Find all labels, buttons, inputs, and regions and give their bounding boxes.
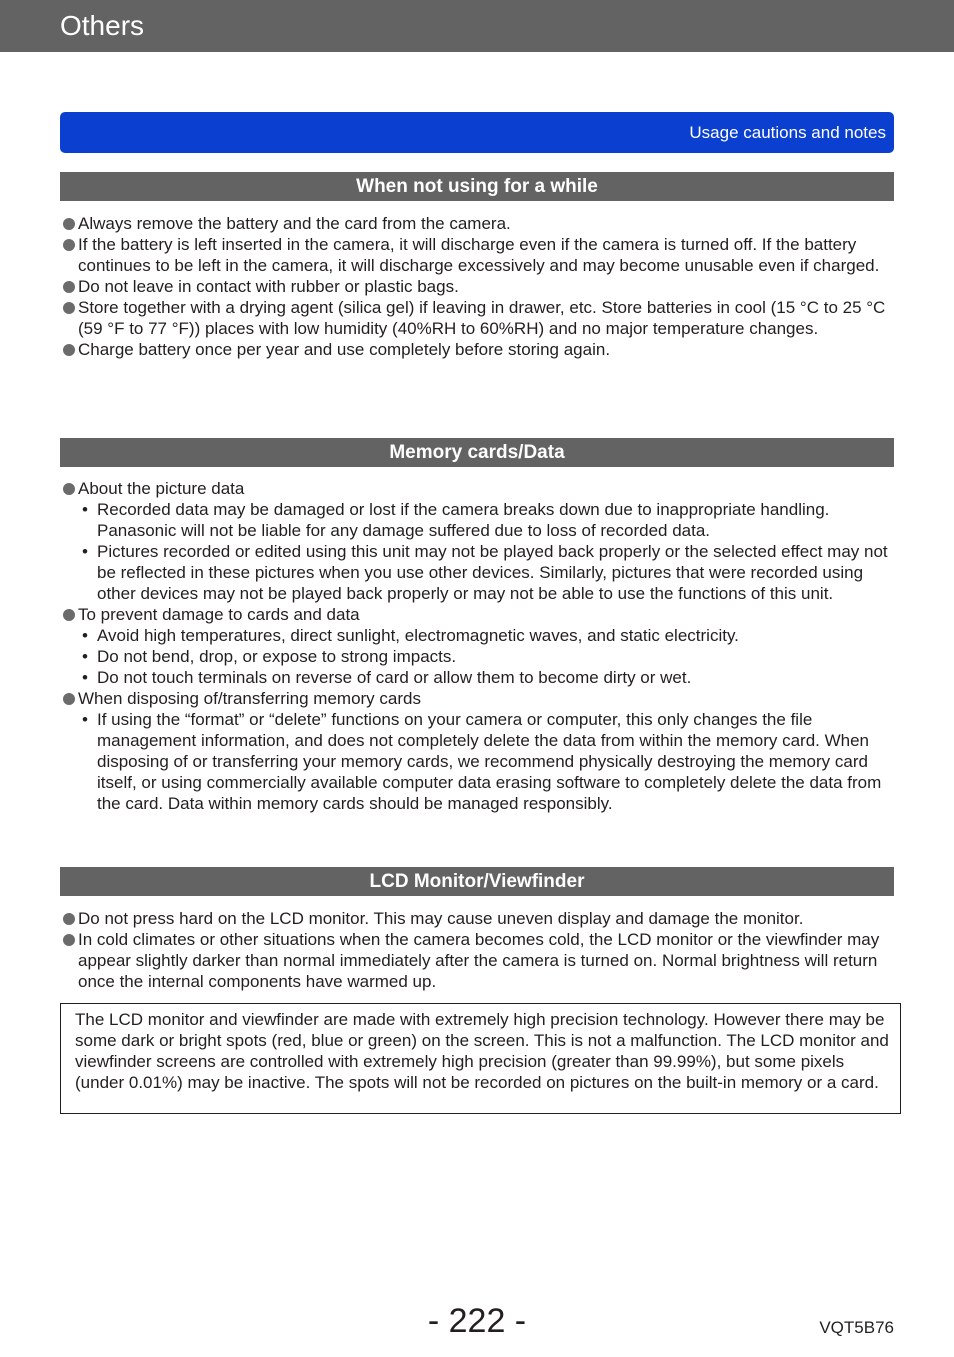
page-number: - 222 - bbox=[427, 1302, 527, 1340]
section-header-memory-cards: Memory cards/Data bbox=[60, 438, 894, 467]
document-code: VQT5B76 bbox=[819, 1318, 894, 1337]
bullet-dot-icon bbox=[63, 934, 75, 946]
bullet-dot-icon bbox=[63, 239, 75, 251]
top-header-bar bbox=[0, 0, 954, 52]
list-item-text: Charge battery once per year and use completely before storing again. bbox=[78, 340, 611, 359]
sub-list-item-text: Do not bend, drop, or expose to strong impacts. bbox=[97, 647, 457, 666]
list-item bbox=[62, 297, 892, 339]
bullet-dot-icon bbox=[63, 913, 75, 925]
list-item-text: In cold climates or other situations when the camera becomes cold, the LCD monitor or the viewfinder may appear slightly darker than normal immediately after the camera is turned on. Normal brightness will return once the internal components have warmed up. bbox=[78, 930, 880, 991]
bullet-dot-icon bbox=[63, 218, 75, 230]
bullet-dot-icon bbox=[63, 693, 75, 705]
chapter-title: Others bbox=[60, 10, 145, 41]
sub-list-item-text: Avoid high temperatures, direct sunlight, electromagnetic waves, and static electricity. bbox=[97, 626, 739, 645]
bullet-dot-icon bbox=[63, 609, 75, 621]
section-header-not-using: When not using for a while bbox=[60, 172, 894, 201]
bullet-dot-icon bbox=[63, 302, 75, 314]
section-header-lcd-monitor: LCD Monitor/Viewfinder bbox=[60, 867, 894, 896]
sub-bullet-icon: • bbox=[82, 668, 88, 687]
section-body-not-using bbox=[62, 213, 892, 360]
sub-list-item bbox=[62, 499, 892, 541]
group-heading: To prevent damage to cards and data bbox=[78, 605, 360, 624]
list-item bbox=[62, 234, 892, 276]
list-item bbox=[62, 908, 892, 929]
list-item bbox=[62, 929, 892, 992]
list-item bbox=[62, 276, 892, 297]
precision-note-box bbox=[60, 1003, 901, 1114]
list-item-text: Always remove the battery and the card from the camera. bbox=[78, 214, 511, 233]
list-item-text: If the battery is left inserted in the camera, it will discharge even if the camera is turned off. If the battery continues to be left in the camera, it will discharge excessively and may become unusable even if charged. bbox=[78, 235, 880, 275]
sub-list-item-text: Pictures recorded or edited using this unit may not be played back properly or the selected effect may not be reflected in these pictures when you use other devices. Similarly, pictures that were recorded using other devices may not be played back properly or may not be able to use the functions of this unit. bbox=[97, 542, 888, 603]
sub-list-item-text: Recorded data may be damaged or lost if the camera breaks down due to inappropriate handling. Panasonic will not be liable for any damage suffered due to loss of recorded data. bbox=[97, 500, 830, 540]
sub-bullet-icon: • bbox=[82, 500, 88, 519]
sub-list-item bbox=[62, 541, 892, 604]
group-heading: About the picture data bbox=[78, 479, 245, 498]
bullet-dot-icon bbox=[63, 483, 75, 495]
sub-list-item bbox=[62, 625, 892, 646]
list-item bbox=[62, 688, 892, 709]
sub-list-item-text: Do not touch terminals on reverse of card or allow them to become dirty or wet. bbox=[97, 668, 692, 687]
list-item-text: Store together with a drying agent (silica gel) if leaving in drawer, etc. Store batteries in cool (15 °C to 25 °C (59 °F to 77 °F)) places with low humidity (40%RH to 60%RH) and no major temperature changes. bbox=[78, 298, 886, 338]
list-item bbox=[62, 213, 892, 234]
list-item bbox=[62, 339, 892, 360]
precision-note-text: The LCD monitor and viewfinder are made with extremely high precision technology. However there may be some dark or bright spots (red, blue or green) on the screen. This is not a malfunction. The LCD monitor and viewfinder screens are controlled with extremely high precision (greater than 99.99%), but some pixels (under 0.01%) may be inactive. The spots will not be recorded on pictures on the built-in memory or a card. bbox=[75, 1010, 889, 1092]
topic-banner bbox=[60, 112, 894, 153]
sub-list-item bbox=[62, 646, 892, 667]
list-item bbox=[62, 478, 892, 499]
sub-list-item bbox=[62, 709, 892, 814]
list-item-text: Do not press hard on the LCD monitor. This may cause uneven display and damage the monitor. bbox=[78, 909, 804, 928]
group-heading: When disposing of/transferring memory cards bbox=[78, 689, 421, 708]
sub-bullet-icon: • bbox=[82, 710, 88, 729]
sub-list-item bbox=[62, 667, 892, 688]
section-body-memory-cards bbox=[62, 478, 892, 814]
section-body-lcd-monitor bbox=[62, 908, 892, 992]
bullet-dot-icon bbox=[63, 344, 75, 356]
sub-bullet-icon: • bbox=[82, 542, 88, 561]
sub-bullet-icon: • bbox=[82, 626, 88, 645]
topic-banner-text[interactable]: Usage cautions and notes bbox=[689, 123, 886, 142]
bullet-dot-icon bbox=[63, 281, 75, 293]
list-item-text: Do not leave in contact with rubber or plastic bags. bbox=[78, 277, 459, 296]
sub-bullet-icon: • bbox=[82, 647, 88, 666]
list-item bbox=[62, 604, 892, 625]
sub-list-item-text: If using the “format” or “delete” functions on your camera or computer, this only changes the file management information, and does not completely delete the data from within the memory card. When disposing of or transferring your memory cards, we recommend physically destroying the memory card itself, or using commercially available computer data erasing software to completely delete the data from the card. Data within memory cards should be managed responsibly. bbox=[97, 710, 882, 813]
